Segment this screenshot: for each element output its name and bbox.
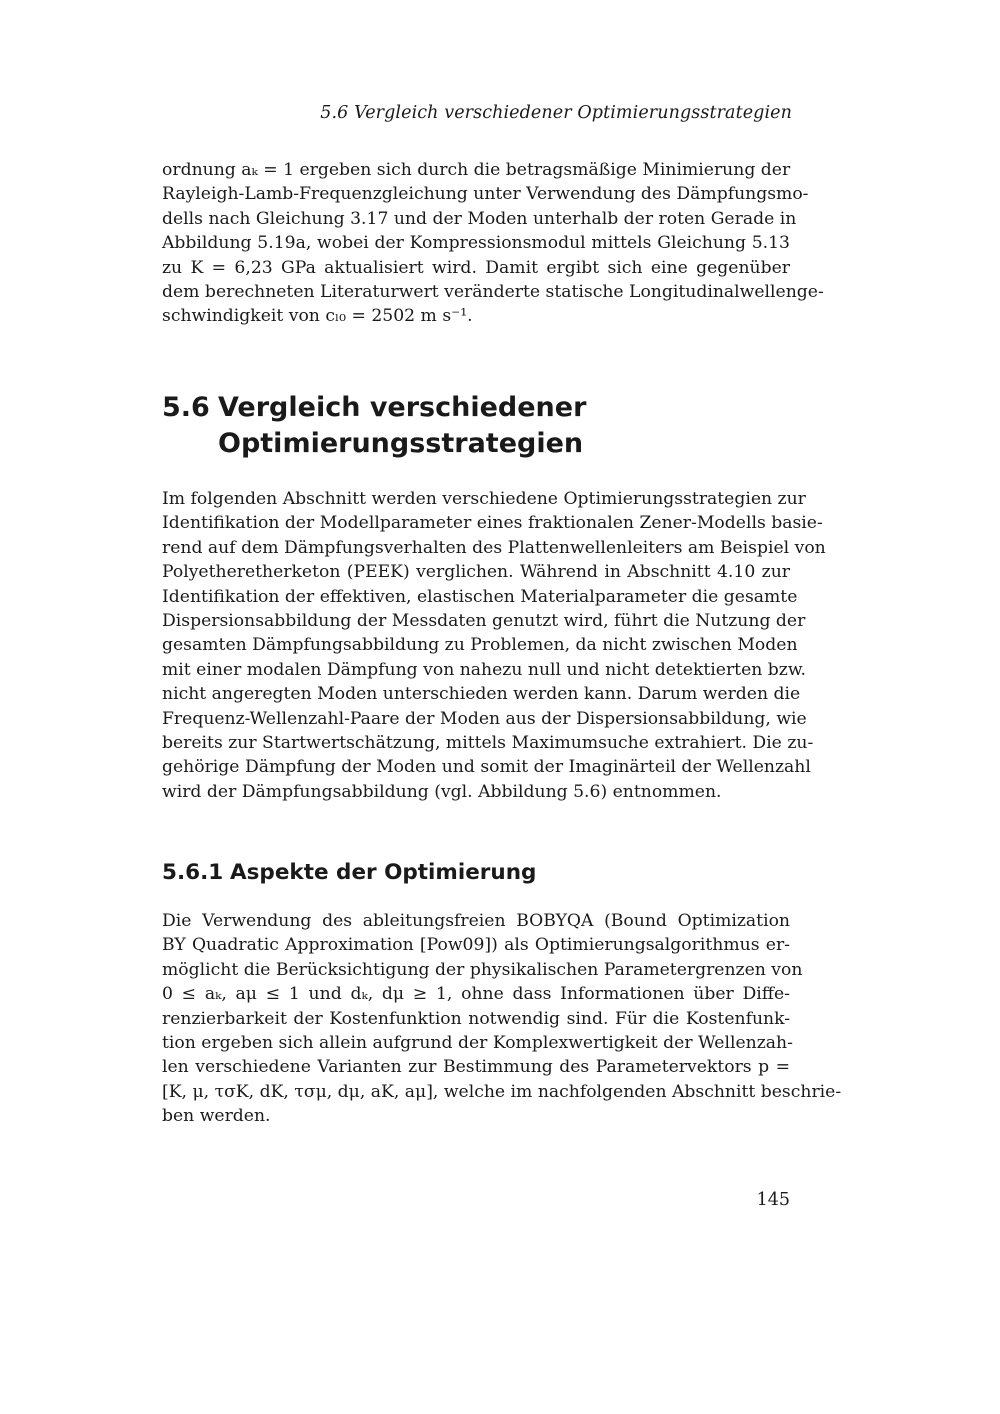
text-line: dem berechneten Literaturwert veränderte statische Longitudinalwellenge- bbox=[162, 282, 824, 303]
text-line: wird der Dämpfungsabbildung (vgl. Abbildung 5.6) entnommen. bbox=[162, 781, 722, 802]
text-line: Im folgenden Abschnitt werden verschiedene Optimierungsstrategien zur bbox=[162, 489, 806, 509]
text-line: Polyetheretherketon (PEEK) verglichen. Während in Abschnitt 4.10 zur bbox=[162, 562, 790, 583]
section-title-line1: Vergleich verschiedener bbox=[218, 392, 587, 423]
text-line: zu K = 6,23 GPa aktualisiert wird. Damit ergibt sich eine gegenüber bbox=[162, 257, 790, 278]
text-line: renzierbarkeit der Kostenfunktion notwendig sind. Für die Kostenfunk- bbox=[162, 1008, 790, 1029]
text-line: BY Quadratic Approximation [Pow09]) als Optimierungsalgorithmus er- bbox=[162, 935, 790, 956]
text-line: ben werden. bbox=[162, 1106, 271, 1127]
running-header: 5.6 Vergleich verschiedener Optimierungsstrategien bbox=[320, 103, 792, 123]
text-line: ordnung aₖ = 1 ergeben sich durch die betragsmäßige Minimierung der bbox=[162, 160, 791, 180]
intro-paragraph bbox=[162, 158, 824, 329]
section-paragraph bbox=[162, 487, 826, 804]
text-line: gesamten Dämpfungsabbildung zu Problemen, da nicht zwischen Moden bbox=[162, 635, 798, 656]
subsection-paragraph bbox=[162, 909, 842, 1129]
text-line: [K, μ, τσK, dK, τσμ, dμ, aK, aμ], welche im nachfolgenden Abschnitt beschrie- bbox=[162, 1081, 842, 1102]
text-line: dells nach Gleichung 3.17 und der Moden unterhalb der roten Gerade in bbox=[162, 208, 797, 229]
text-line: len verschiedene Varianten zur Bestimmung des Parametervektors p = bbox=[162, 1057, 790, 1078]
text-line: tion ergeben sich allein aufgrund der Komplexwertigkeit der Wellenzah- bbox=[162, 1033, 793, 1054]
text-line: rend auf dem Dämpfungsverhalten des Plattenwellenleiters am Beispiel von bbox=[162, 537, 826, 558]
subsection-number: 5.6.1 bbox=[162, 860, 224, 885]
text-line: bereits zur Startwertschätzung, mittels Maximumsuche extrahiert. Die zu- bbox=[162, 733, 814, 754]
section-heading bbox=[162, 390, 586, 462]
text-line: nicht angeregten Moden unterschieden werden kann. Darum werden die bbox=[162, 684, 801, 705]
text-line: schwindigkeit von cₗ₀ = 2502 m s⁻¹. bbox=[162, 306, 473, 327]
text-line: 0 ≤ aₖ, aμ ≤ 1 und dₖ, dμ ≥ 1, ohne dass Informationen über Diffe- bbox=[162, 984, 790, 1005]
text-line: gehörige Dämpfung der Moden und somit der Imaginärteil der Wellenzahl bbox=[162, 757, 811, 778]
text-line: Rayleigh-Lamb-Frequenzgleichung unter Verwendung des Dämpfungsmo- bbox=[162, 184, 809, 205]
text-line: Abbildung 5.19a, wobei der Kompressionsmodul mittels Gleichung 5.13 bbox=[162, 233, 790, 254]
text-line: Frequenz-Wellenzahl-Paare der Moden aus der Dispersionsabbildung, wie bbox=[162, 708, 807, 729]
subsection-heading bbox=[162, 858, 536, 888]
page-number: 145 bbox=[756, 1190, 790, 1210]
text-line: mit einer modalen Dämpfung von nahezu null und nicht detektierten bzw. bbox=[162, 659, 806, 680]
text-line: Die Verwendung des ableitungsfreien BOBYQA (Bound Optimization bbox=[162, 911, 790, 931]
text-line: Dispersionsabbildung der Messdaten genutzt wird, führt die Nutzung der bbox=[162, 611, 806, 632]
text-line: möglicht die Berücksichtigung der physikalischen Parametergrenzen von bbox=[162, 959, 803, 980]
subsection-title: Aspekte der Optimierung bbox=[230, 860, 537, 885]
text-line: Identifikation der effektiven, elastischen Materialparameter die gesamte bbox=[162, 586, 798, 607]
text-line: Identifikation der Modellparameter eines fraktionalen Zener-Modells basie- bbox=[162, 513, 823, 534]
section-number: 5.6 bbox=[162, 392, 210, 423]
section-title-line2: Optimierungsstrategien bbox=[218, 428, 584, 459]
